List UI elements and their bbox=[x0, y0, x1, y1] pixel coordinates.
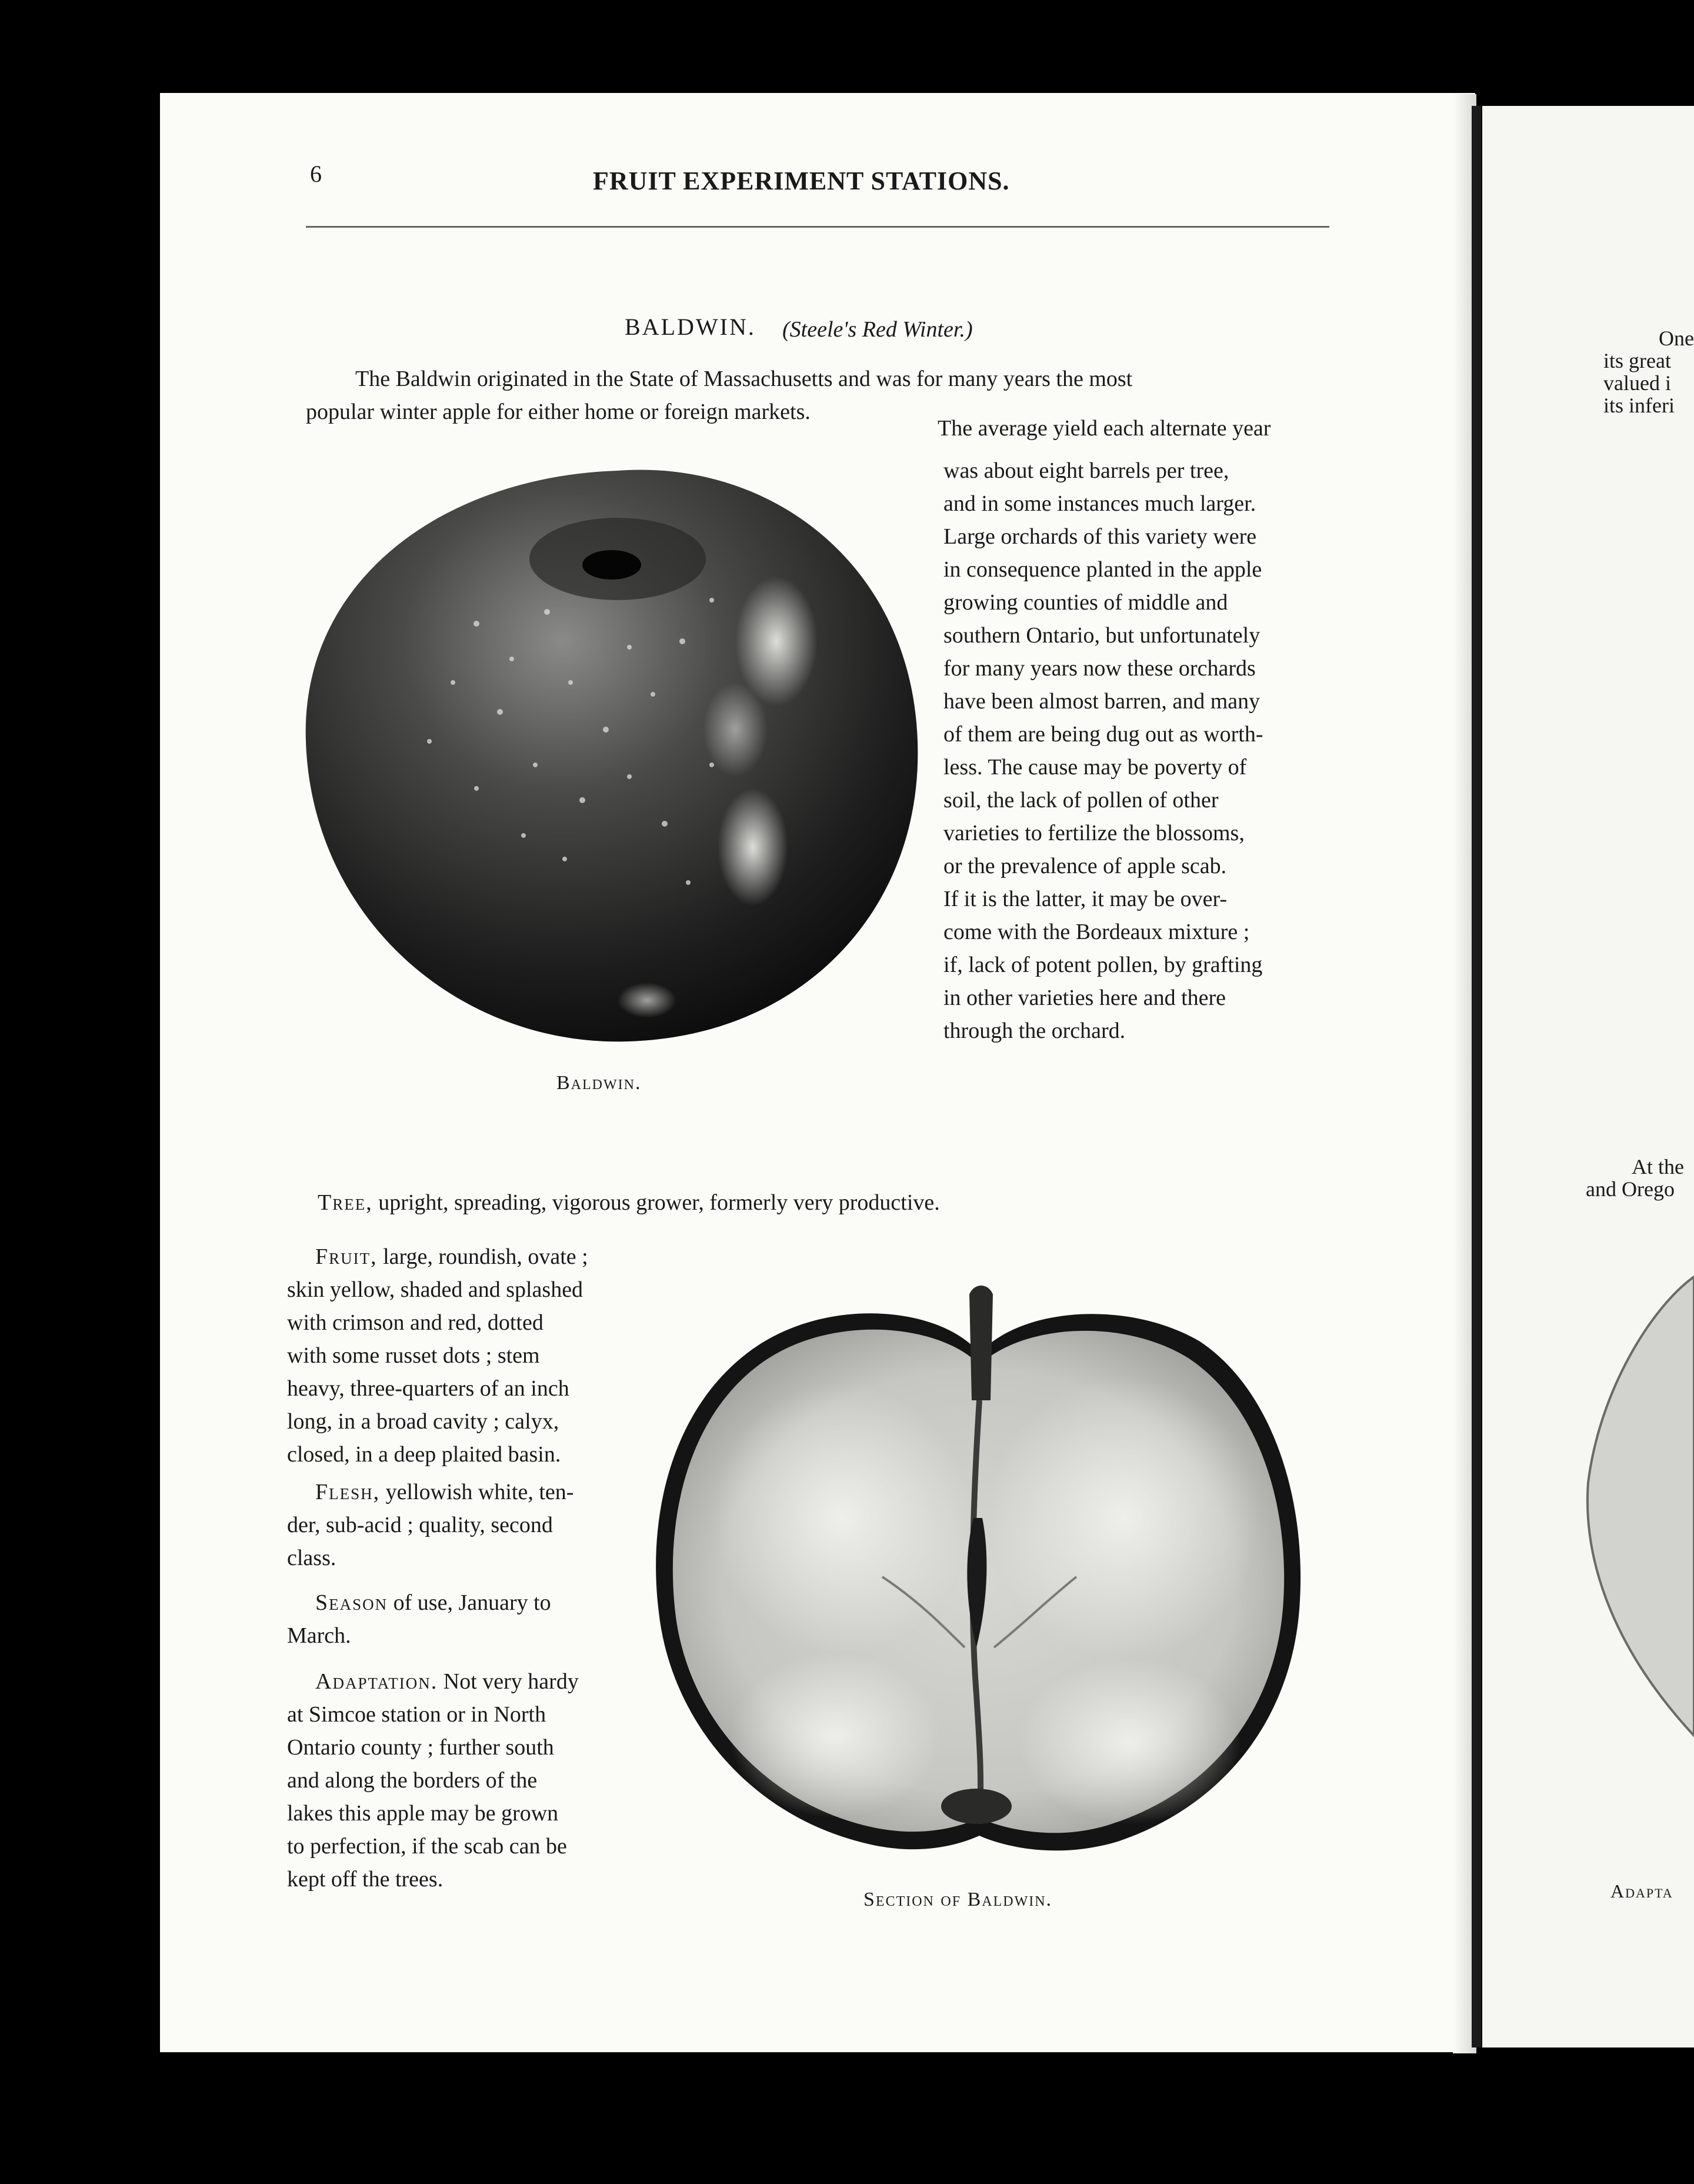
flesh-line: class. bbox=[287, 1546, 336, 1570]
right-column-line: in other varieties here and there bbox=[943, 986, 1226, 1010]
facing-page-caption: Adapta bbox=[1610, 1880, 1673, 1902]
fruit-line: long, in a broad cavity ; calyx, bbox=[287, 1409, 559, 1434]
facing-line: At the bbox=[1632, 1155, 1684, 1178]
fruit-line: with crimson and red, dotted bbox=[287, 1310, 543, 1335]
right-column-line: was about eight barrels per tree, bbox=[943, 458, 1229, 483]
right-column-line: for many years now these orchards bbox=[943, 656, 1256, 681]
adaptation-label: Adaptation. bbox=[315, 1669, 438, 1694]
tree-text: upright, spreading, vigorous grower, formerly very productive. bbox=[378, 1190, 940, 1215]
running-title: FRUIT EXPERIMENT STATIONS. bbox=[593, 167, 1010, 195]
intro-line-2a: popular winter apple for either home or foreign markets. bbox=[306, 399, 811, 424]
right-column-text bbox=[943, 454, 1332, 1047]
adaptation-line: Not very hardy bbox=[443, 1669, 579, 1694]
facing-line: its inferi bbox=[1603, 394, 1675, 417]
flesh-description bbox=[287, 1476, 640, 1574]
baldwin-section-photo bbox=[647, 1271, 1312, 1883]
right-column-line: soil, the lack of pollen of other bbox=[943, 788, 1219, 813]
facing-line: its great bbox=[1603, 349, 1671, 372]
right-column-line: less. The cause may be poverty of bbox=[943, 755, 1247, 780]
adaptation-line: to perfection, if the scab can be bbox=[287, 1834, 567, 1859]
season-line: of use, January to bbox=[393, 1590, 551, 1615]
tree-description bbox=[318, 1186, 940, 1219]
facing-page-top-text bbox=[1541, 327, 1694, 349]
header-rule bbox=[306, 226, 1329, 228]
fruit-line: with some russet dots ; stem bbox=[287, 1343, 540, 1368]
right-column-line: Large orchards of this variety were bbox=[943, 524, 1257, 549]
right-column-line: in consequence planted in the apple bbox=[943, 557, 1262, 582]
baldwin-apple-photo bbox=[300, 435, 935, 1059]
section-caption: Section of Baldwin. bbox=[863, 1889, 1053, 1910]
season-label: Season bbox=[315, 1590, 388, 1615]
facing-page-top-text-2 bbox=[1603, 349, 1694, 417]
fruit-line: heavy, three-quarters of an inch bbox=[287, 1376, 569, 1401]
fruit-label: Fruit, bbox=[315, 1244, 378, 1269]
flesh-label: Flesh, bbox=[315, 1480, 381, 1504]
right-column-line: through the orchard. bbox=[943, 1018, 1126, 1043]
right-column-line: or the prevalence of apple scab. bbox=[943, 854, 1227, 878]
fruit-line: skin yellow, shaded and splashed bbox=[287, 1277, 583, 1302]
tree-label: Tree, bbox=[318, 1190, 373, 1215]
facing-line: valued i bbox=[1603, 371, 1671, 395]
book-gutter bbox=[1472, 106, 1481, 2048]
flesh-line: der, sub-acid ; quality, second bbox=[287, 1513, 553, 1537]
right-column-line: If it is the latter, it may be over- bbox=[943, 887, 1228, 911]
right-column-line: come with the Bordeaux mixture ; bbox=[943, 920, 1250, 944]
fruit-description bbox=[287, 1240, 640, 1471]
season-description bbox=[287, 1586, 640, 1652]
intro-line-1: The Baldwin originated in the State of Massachusetts and was for many years the most bbox=[355, 367, 1133, 391]
variety-heading: BALDWIN. bbox=[625, 314, 756, 340]
right-column-line: southern Ontario, but unfortunately bbox=[943, 623, 1261, 648]
right-column-line: varieties to fertilize the blossoms, bbox=[943, 821, 1245, 845]
fruit-line: closed, in a deep plaited basin. bbox=[287, 1442, 561, 1467]
season-line: March. bbox=[287, 1623, 351, 1648]
right-column-line: of them are being dug out as worth- bbox=[943, 722, 1263, 747]
facing-page-apple-fragment bbox=[1582, 1271, 1694, 1742]
right-column-line: have been almost barren, and many bbox=[943, 689, 1261, 714]
flesh-line: yellowish white, ten- bbox=[385, 1480, 574, 1504]
right-column-line: growing counties of middle and bbox=[943, 590, 1228, 615]
adaptation-line: and along the borders of the bbox=[287, 1768, 538, 1793]
adaptation-line: lakes this apple may be grown bbox=[287, 1801, 559, 1826]
adaptation-description bbox=[287, 1665, 640, 1896]
adaptation-line: at Simcoe station or in North bbox=[287, 1702, 546, 1727]
facing-page-mid-text bbox=[1586, 1156, 1694, 1200]
apple-caption: Baldwin. bbox=[556, 1072, 642, 1094]
facing-line: One bbox=[1659, 327, 1694, 350]
intro-line-2b: The average yield each alternate year bbox=[938, 416, 1271, 441]
adaptation-line: Ontario county ; further south bbox=[287, 1735, 554, 1760]
right-column-line: and in some instances much larger. bbox=[943, 491, 1256, 516]
page-number: 6 bbox=[310, 161, 322, 187]
facing-line: and Orego bbox=[1586, 1177, 1675, 1201]
adaptation-line: kept off the trees. bbox=[287, 1867, 443, 1892]
right-column-line: if, lack of potent pollen, by grafting bbox=[943, 953, 1263, 977]
variety-synonym: (Steele's Red Winter.) bbox=[782, 317, 973, 342]
fruit-line: large, roundish, ovate ; bbox=[383, 1244, 588, 1269]
